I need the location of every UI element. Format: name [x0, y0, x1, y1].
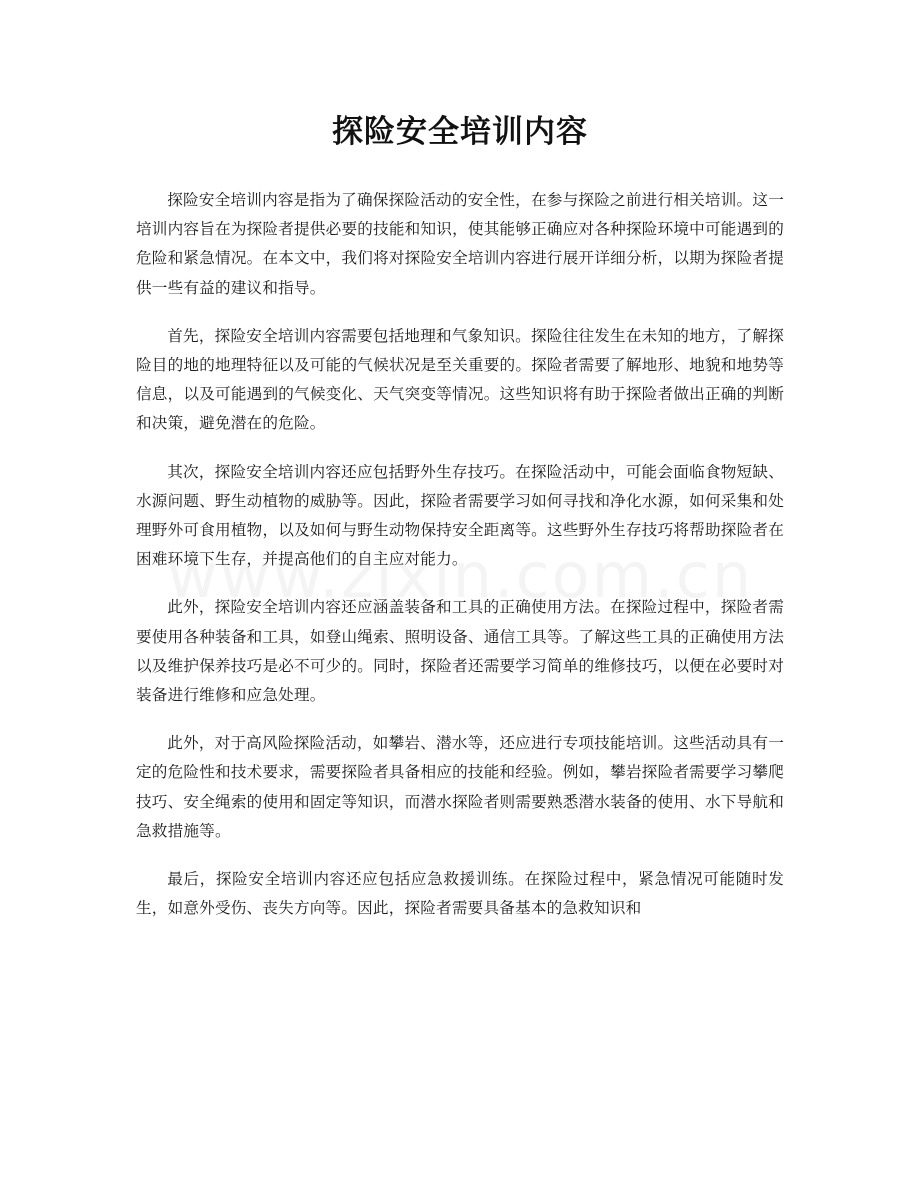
paragraph-4: 此外，探险安全培训内容还应涵盖装备和工具的正确使用方法。在探险过程中，探险者需要使用各种装备和工具，如登山绳索、照明设备、通信工具等。了解这些工具的正确使用方法以及维护保养技巧是必不可少的。同时，探险者还需要学习简单的维修技巧，以便在必要时对装备进行维修和应急处理。 — [136, 598, 784, 705]
document-title: 探险安全培训内容 — [332, 114, 588, 150]
paragraph-5: 此外，对于高风险探险活动，如攀岩、潜水等，还应进行专项技能培训。这些活动具有一定的危险性和技术要求，需要探险者具备相应的技能和经验。例如，攀岩探险者需要学习攀爬技巧、安全绳索的使用和固定等知识，而潜水探险者则需要熟悉潜水装备的使用、水下导航和急救措施等。 — [136, 734, 784, 840]
document-body — [136, 186, 784, 942]
paragraph-1: 探险安全培训内容是指为了确保探险活动的安全性，在参与探险之前进行相关培训。这一培训内容旨在为探险者提供必要的技能和知识，使其能够正确应对各种探险环境中可能遇到的危险和紧急情况。在本文中，我们将对探险安全培训内容进行展开详细分析，以期为探险者提供一些有益的建议和指导。 — [136, 191, 784, 297]
paragraph-3: 其次，探险安全培训内容还应包括野外生存技巧。在探险活动中，可能会面临食物短缺、水源问题、野生动植物的威胁等。因此，探险者需要学习如何寻找和净化水源，如何采集和处理野外可食用植物，以及如何与野生动物保持安全距离等。这些野外生存技巧将帮助探险者在困难环境下生存，并提高他们的自主应对能力。 — [136, 462, 784, 569]
paragraph-2: 首先，探险安全培训内容需要包括地理和气象知识。探险往往发生在未知的地方，了解探险目的地的地理特征以及可能的气候状况是至关重要的。探险者需要了解地形、地貌和地势等信息，以及可能遇到的气候变化、天气突变等情况。这些知识将有助于探险者做出正确的判断和决策，避免潜在的危险。 — [136, 326, 784, 433]
paragraph-6: 最后，探险安全培训内容还应包括应急救援训练。在探险过程中，紧急情况可能随时发生，如意外受伤、丧失方向等。因此，探险者需要具备基本的急救知识和 — [136, 870, 784, 918]
